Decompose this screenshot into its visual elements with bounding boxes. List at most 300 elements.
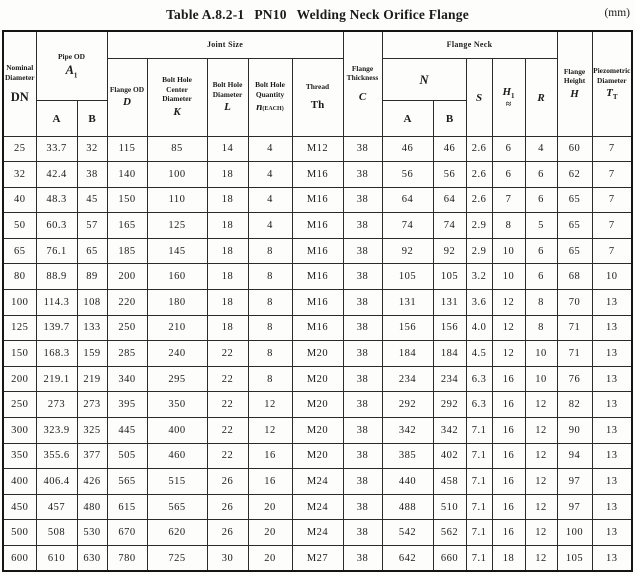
cell-neck-a: 64	[382, 187, 433, 213]
cell-bolt-center: 85	[147, 136, 207, 162]
cell-pipe-od-b: 108	[77, 290, 107, 316]
cell-bolt-dia: 22	[207, 418, 248, 444]
cell-neck-b: 342	[433, 418, 466, 444]
cell-flange-od: 615	[107, 494, 147, 520]
cell-neck-b: 105	[433, 264, 466, 290]
cell-pipe-od-a: 76.1	[36, 238, 77, 264]
cell-bolt-dia: 18	[207, 162, 248, 188]
cell-thread: M12	[292, 136, 343, 162]
header-pipe-od-a: A	[36, 100, 77, 136]
cell-pipe-od-a: 60.3	[36, 213, 77, 239]
table-row	[3, 546, 632, 572]
cell-flange-od: 505	[107, 443, 147, 469]
cell-s: 7.1	[466, 546, 492, 572]
a1-symbol: $A_1$	[65, 63, 78, 80]
cell-r: 8	[525, 290, 557, 316]
cell-height: 68	[557, 264, 592, 290]
n-symbol: n(EACH)	[256, 101, 284, 114]
cell-thread: M20	[292, 418, 343, 444]
cell-bolt-center: 100	[147, 162, 207, 188]
cell-neck-b: 156	[433, 315, 466, 341]
cell-r: 5	[525, 213, 557, 239]
cell-s: 6.3	[466, 366, 492, 392]
cell-thread: M16	[292, 290, 343, 316]
cell-r: 12	[525, 520, 557, 546]
cell-height: 65	[557, 187, 592, 213]
cell-h1: 16	[492, 494, 525, 520]
cell-flange-od: 340	[107, 366, 147, 392]
cell-flange-od: 220	[107, 290, 147, 316]
cell-bolt-qty: 12	[248, 418, 292, 444]
cell-bolt-center: 160	[147, 264, 207, 290]
cell-piezo: 13	[592, 494, 632, 520]
cell-bolt-qty: 8	[248, 264, 292, 290]
cell-flange-od: 285	[107, 341, 147, 367]
d-symbol: D	[123, 96, 131, 109]
header-neck-n	[382, 58, 466, 100]
cell-neck-a: 642	[382, 546, 433, 572]
cell-piezo: 7	[592, 213, 632, 239]
cell-h1: 12	[492, 290, 525, 316]
cell-thread: M24	[292, 469, 343, 495]
cell-pipe-od-a: 88.9	[36, 264, 77, 290]
cell-thread: M20	[292, 392, 343, 418]
cell-neck-b: 56	[433, 162, 466, 188]
approx-symbol: ≈	[505, 99, 512, 111]
cell-pipe-od-b: 480	[77, 494, 107, 520]
header-joint-size: Joint Size	[107, 31, 343, 58]
spec-table	[2, 30, 633, 572]
cell-neck-b: 510	[433, 494, 466, 520]
cell-r: 12	[525, 546, 557, 572]
cell-flange-od: 115	[107, 136, 147, 162]
cell-height: 65	[557, 213, 592, 239]
cell-bolt-qty: 4	[248, 187, 292, 213]
cell-dn: 300	[3, 418, 36, 444]
cell-bolt-qty: 4	[248, 213, 292, 239]
cell-height: 100	[557, 520, 592, 546]
k-symbol: K	[173, 106, 181, 119]
cell-thickness: 38	[343, 494, 382, 520]
cell-thread: M16	[292, 315, 343, 341]
cell-dn: 250	[3, 392, 36, 418]
cell-h1: 10	[492, 264, 525, 290]
cell-h1: 7	[492, 187, 525, 213]
header-thread: Thread Th	[292, 58, 343, 136]
cell-pipe-od-b: 630	[77, 546, 107, 572]
cell-pipe-od-b: 32	[77, 136, 107, 162]
cell-height: 97	[557, 469, 592, 495]
cell-thickness: 38	[343, 392, 382, 418]
cell-piezo: 13	[592, 341, 632, 367]
table-row	[3, 341, 632, 367]
cell-thread: M16	[292, 162, 343, 188]
cell-piezo: 7	[592, 238, 632, 264]
table-row	[3, 315, 632, 341]
cell-piezo: 10	[592, 264, 632, 290]
cell-thickness: 38	[343, 341, 382, 367]
cell-bolt-qty: 4	[248, 162, 292, 188]
cell-pipe-od-b: 38	[77, 162, 107, 188]
cell-bolt-qty: 8	[248, 238, 292, 264]
table-row	[3, 162, 632, 188]
cell-bolt-center: 180	[147, 290, 207, 316]
cell-flange-od: 395	[107, 392, 147, 418]
header-neck-b: B	[433, 100, 466, 136]
header-bolt-hole-diameter: Bolt Hole Diameter L	[207, 58, 248, 136]
cell-h1: 6	[492, 162, 525, 188]
cell-pipe-od-a: 323.9	[36, 418, 77, 444]
cell-dn: 350	[3, 443, 36, 469]
cell-bolt-dia: 18	[207, 238, 248, 264]
header-nominal-diameter: Nominal Diameter DN	[3, 31, 36, 136]
cell-h1: 6	[492, 136, 525, 162]
cell-bolt-dia: 18	[207, 315, 248, 341]
cell-neck-a: 488	[382, 494, 433, 520]
cell-neck-b: 402	[433, 443, 466, 469]
cell-neck-b: 660	[433, 546, 466, 572]
cell-piezo: 13	[592, 366, 632, 392]
cell-piezo: 7	[592, 136, 632, 162]
table-row	[3, 290, 632, 316]
title-row	[0, 0, 635, 30]
cell-s: 3.2	[466, 264, 492, 290]
header-flange-height: Flange Height H	[557, 31, 592, 136]
table-row	[3, 469, 632, 495]
cell-thread: M16	[292, 187, 343, 213]
cell-s: 6.3	[466, 392, 492, 418]
table-title	[166, 7, 469, 23]
cell-s: 2.6	[466, 187, 492, 213]
cell-s: 7.1	[466, 418, 492, 444]
cell-r: 6	[525, 264, 557, 290]
cell-pipe-od-a: 42.4	[36, 162, 77, 188]
cell-thickness: 38	[343, 213, 382, 239]
cell-s: 2.6	[466, 162, 492, 188]
cell-thread: M24	[292, 520, 343, 546]
cell-neck-a: 542	[382, 520, 433, 546]
cell-bolt-qty: 16	[248, 469, 292, 495]
cell-thread: M16	[292, 213, 343, 239]
cell-bolt-dia: 14	[207, 136, 248, 162]
cell-dn: 150	[3, 341, 36, 367]
cell-pipe-od-b: 89	[77, 264, 107, 290]
cell-pipe-od-b: 325	[77, 418, 107, 444]
cell-r: 4	[525, 136, 557, 162]
cell-piezo: 13	[592, 290, 632, 316]
h1-symbol: $H_1$	[502, 85, 515, 101]
cell-piezo: 13	[592, 520, 632, 546]
cell-h1: 16	[492, 443, 525, 469]
cell-height: 76	[557, 366, 592, 392]
cell-piezo: 13	[592, 315, 632, 341]
cell-pipe-od-b: 426	[77, 469, 107, 495]
cell-s: 4.5	[466, 341, 492, 367]
cell-r: 10	[525, 366, 557, 392]
cell-thickness: 38	[343, 238, 382, 264]
table-row	[3, 187, 632, 213]
header-flange-od: Flange OD D	[107, 58, 147, 136]
cell-bolt-qty: 20	[248, 520, 292, 546]
cell-thickness: 38	[343, 162, 382, 188]
cell-s: 7.1	[466, 494, 492, 520]
cell-dn: 500	[3, 520, 36, 546]
cell-s: 7.1	[466, 520, 492, 546]
cell-height: 82	[557, 392, 592, 418]
cell-bolt-center: 110	[147, 187, 207, 213]
table-row	[3, 392, 632, 418]
cell-r: 12	[525, 469, 557, 495]
cell-bolt-dia: 22	[207, 366, 248, 392]
dn-symbol: DN	[10, 90, 29, 105]
cell-neck-b: 46	[433, 136, 466, 162]
cell-thread: M20	[292, 366, 343, 392]
cell-flange-od: 565	[107, 469, 147, 495]
header-piezometric-diameter: Piezometric Diameter $T_T$	[592, 31, 632, 136]
cell-pipe-od-a: 273	[36, 392, 77, 418]
cell-dn: 400	[3, 469, 36, 495]
cell-flange-od: 670	[107, 520, 147, 546]
cell-pipe-od-a: 355.6	[36, 443, 77, 469]
cell-neck-a: 105	[382, 264, 433, 290]
cell-bolt-qty: 8	[248, 290, 292, 316]
cell-height: 71	[557, 315, 592, 341]
cell-bolt-qty: 16	[248, 443, 292, 469]
cell-thickness: 38	[343, 366, 382, 392]
cell-bolt-dia: 18	[207, 213, 248, 239]
table-row	[3, 443, 632, 469]
th-symbol: Th	[310, 99, 325, 112]
header-flange-neck: Flange Neck	[382, 31, 557, 58]
header-neck-a: A	[382, 100, 433, 136]
cell-s: 2.6	[466, 136, 492, 162]
cell-height: 71	[557, 341, 592, 367]
table-row	[3, 213, 632, 239]
cell-pipe-od-b: 133	[77, 315, 107, 341]
cell-pipe-od-a: 406.4	[36, 469, 77, 495]
cell-pipe-od-b: 57	[77, 213, 107, 239]
cell-thickness: 38	[343, 136, 382, 162]
table-row	[3, 418, 632, 444]
cell-thickness: 38	[343, 187, 382, 213]
cell-pipe-od-b: 65	[77, 238, 107, 264]
cell-flange-od: 140	[107, 162, 147, 188]
cell-r: 12	[525, 443, 557, 469]
cell-height: 60	[557, 136, 592, 162]
l-symbol: L	[224, 101, 231, 114]
cell-pipe-od-a: 168.3	[36, 341, 77, 367]
header-neck-h1	[492, 58, 525, 136]
cell-bolt-dia: 18	[207, 264, 248, 290]
table-row	[3, 264, 632, 290]
cell-s: 7.1	[466, 469, 492, 495]
cell-dn: 600	[3, 546, 36, 572]
header-bolt-hole-center: Bolt Hole Center Diameter K	[147, 58, 207, 136]
cell-thickness: 38	[343, 315, 382, 341]
header-neck-r	[525, 58, 557, 136]
cell-neck-a: 385	[382, 443, 433, 469]
cell-neck-b: 292	[433, 392, 466, 418]
cell-pipe-od-b: 530	[77, 520, 107, 546]
cell-height: 94	[557, 443, 592, 469]
cell-h1: 12	[492, 315, 525, 341]
table-row	[3, 136, 632, 162]
cell-bolt-dia: 22	[207, 392, 248, 418]
cell-s: 7.1	[466, 443, 492, 469]
cell-height: 70	[557, 290, 592, 316]
cell-bolt-center: 565	[147, 494, 207, 520]
cell-h1: 16	[492, 366, 525, 392]
cell-h1: 16	[492, 469, 525, 495]
cell-bolt-center: 145	[147, 238, 207, 264]
table-row	[3, 520, 632, 546]
cell-neck-a: 292	[382, 392, 433, 418]
cell-s: 4.0	[466, 315, 492, 341]
cell-bolt-qty: 8	[248, 366, 292, 392]
cell-bolt-center: 400	[147, 418, 207, 444]
cell-bolt-center: 125	[147, 213, 207, 239]
cell-r: 8	[525, 315, 557, 341]
table-row	[3, 238, 632, 264]
cell-h1: 8	[492, 213, 525, 239]
cell-thread: M20	[292, 341, 343, 367]
cell-bolt-center: 295	[147, 366, 207, 392]
cell-piezo: 13	[592, 418, 632, 444]
header-flange-thickness: Flange Thickness C	[343, 31, 382, 136]
cell-thickness: 38	[343, 290, 382, 316]
header-neck-s	[466, 58, 492, 136]
cell-bolt-dia: 22	[207, 341, 248, 367]
cell-thickness: 38	[343, 469, 382, 495]
unit-label: (mm)	[604, 7, 630, 19]
cell-dn: 125	[3, 315, 36, 341]
cell-bolt-dia: 30	[207, 546, 248, 572]
cell-neck-a: 440	[382, 469, 433, 495]
cell-height: 62	[557, 162, 592, 188]
cell-r: 6	[525, 162, 557, 188]
cell-flange-od: 200	[107, 264, 147, 290]
cell-neck-b: 131	[433, 290, 466, 316]
cell-bolt-qty: 8	[248, 315, 292, 341]
cell-piezo: 13	[592, 546, 632, 572]
cell-pipe-od-a: 219.1	[36, 366, 77, 392]
cell-pipe-od-a: 457	[36, 494, 77, 520]
table-row	[3, 494, 632, 520]
cell-bolt-dia: 22	[207, 443, 248, 469]
cell-dn: 25	[3, 136, 36, 162]
cell-bolt-center: 240	[147, 341, 207, 367]
cell-h1: 16	[492, 418, 525, 444]
cell-thread: M27	[292, 546, 343, 572]
cell-pipe-od-b: 377	[77, 443, 107, 469]
cell-h1: 10	[492, 238, 525, 264]
cell-piezo: 13	[592, 469, 632, 495]
cell-bolt-qty: 20	[248, 546, 292, 572]
cell-bolt-center: 350	[147, 392, 207, 418]
cell-neck-a: 92	[382, 238, 433, 264]
cell-flange-od: 445	[107, 418, 147, 444]
cell-thread: M16	[292, 238, 343, 264]
table-body	[3, 136, 632, 571]
cell-thickness: 38	[343, 264, 382, 290]
cell-bolt-dia: 26	[207, 494, 248, 520]
cell-piezo: 7	[592, 187, 632, 213]
cell-neck-a: 184	[382, 341, 433, 367]
cell-dn: 32	[3, 162, 36, 188]
cell-bolt-center: 725	[147, 546, 207, 572]
cell-neck-a: 234	[382, 366, 433, 392]
cell-neck-a: 131	[382, 290, 433, 316]
cell-neck-a: 342	[382, 418, 433, 444]
cell-r: 10	[525, 341, 557, 367]
header-bolt-hole-quantity: Bolt Hole Quantity n(EACH)	[248, 58, 292, 136]
cell-dn: 65	[3, 238, 36, 264]
cell-r: 12	[525, 418, 557, 444]
cell-flange-od: 150	[107, 187, 147, 213]
cell-piezo: 13	[592, 443, 632, 469]
cell-thread: M24	[292, 494, 343, 520]
cell-dn: 100	[3, 290, 36, 316]
cell-pipe-od-a: 48.3	[36, 187, 77, 213]
table-row	[3, 366, 632, 392]
cell-neck-b: 184	[433, 341, 466, 367]
cell-flange-od: 185	[107, 238, 147, 264]
n-neck-symbol: N	[419, 72, 429, 87]
cell-dn: 80	[3, 264, 36, 290]
header-pipe-od: Pipe OD $A_1$	[36, 31, 107, 100]
cell-neck-a: 156	[382, 315, 433, 341]
cell-thickness: 38	[343, 520, 382, 546]
cell-neck-b: 562	[433, 520, 466, 546]
table-number: Table A.8.2-1	[166, 7, 245, 22]
cell-piezo: 7	[592, 162, 632, 188]
tt-symbol: $T_T$	[606, 87, 618, 102]
cell-neck-b: 92	[433, 238, 466, 264]
cell-neck-a: 74	[382, 213, 433, 239]
cell-pipe-od-b: 219	[77, 366, 107, 392]
header-pipe-od-b: B	[77, 100, 107, 136]
s-symbol: S	[475, 91, 483, 104]
cell-thickness: 38	[343, 418, 382, 444]
cell-height: 97	[557, 494, 592, 520]
cell-bolt-qty: 20	[248, 494, 292, 520]
cell-r: 6	[525, 187, 557, 213]
cell-s: 2.9	[466, 213, 492, 239]
cell-dn: 40	[3, 187, 36, 213]
cell-neck-b: 74	[433, 213, 466, 239]
h-symbol: H	[570, 88, 579, 101]
cell-bolt-center: 460	[147, 443, 207, 469]
cell-piezo: 13	[592, 392, 632, 418]
cell-bolt-dia: 18	[207, 187, 248, 213]
cell-dn: 200	[3, 366, 36, 392]
cell-bolt-center: 515	[147, 469, 207, 495]
cell-pipe-od-a: 139.7	[36, 315, 77, 341]
cell-thread: M20	[292, 443, 343, 469]
cell-pipe-od-a: 610	[36, 546, 77, 572]
cell-bolt-dia: 18	[207, 290, 248, 316]
cell-flange-od: 780	[107, 546, 147, 572]
table-name: Welding Neck Orifice Flange	[296, 7, 469, 22]
cell-neck-b: 64	[433, 187, 466, 213]
cell-r: 6	[525, 238, 557, 264]
cell-height: 105	[557, 546, 592, 572]
cell-height: 90	[557, 418, 592, 444]
cell-neck-b: 234	[433, 366, 466, 392]
cell-thread: M16	[292, 264, 343, 290]
cell-flange-od: 250	[107, 315, 147, 341]
cell-dn: 50	[3, 213, 36, 239]
